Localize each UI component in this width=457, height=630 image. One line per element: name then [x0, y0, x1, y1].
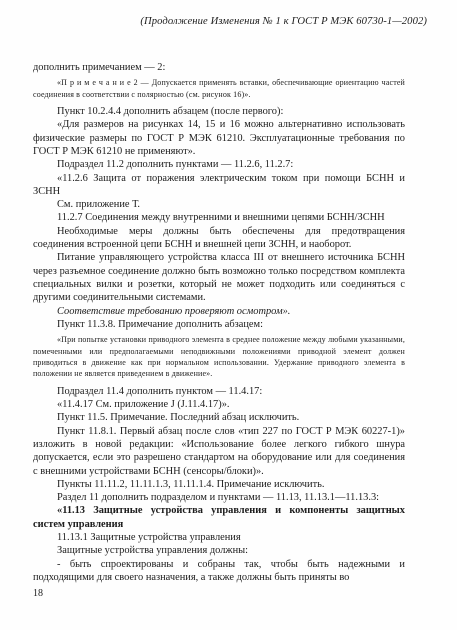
page-header: (Продолжение Изменения № 1 к ГОСТ Р МЭК 60730-1—2002) [140, 16, 427, 27]
paragraph: «Для размеров на рисунках 14, 15 и 16 можно альтернативно использовать физические размеры по ГОСТ Р МЭК 61210. Эксплуатационные требования по ГОСТ Р МЭК 61210 не применяют». [33, 119, 405, 157]
paragraph: Пункт 11.8.1. Первый абзац после слов «тип 227 по ГОСТ Р МЭК 60227-1)» изложить в новой редакции: «Использование более легкого гибкого шнура допускается, если это разрешено стандартом на оборудование или для соединения с внешними устройствами БСНН (сенсоры/блоки)». [33, 425, 405, 477]
paragraph: «11.2.6 Защита от поражения электрическим током при помощи БСНН и ЗСНН [33, 172, 405, 197]
paragraph: Пункт 11.5. Примечание. Последний абзац исключить. [57, 412, 300, 424]
document-body [33, 61, 405, 584]
paragraph: «11.4.17 См. приложение J (J.11.4.17)». [57, 399, 230, 411]
section-heading: «11.13 Защитные устройства управления и компоненты защитных систем управления [33, 505, 405, 530]
paragraph: Необходимые меры должны быть обеспечены для предотвращения соединения встроенной цепи БСНН и внешней цепи ЗСНН, и наоборот. [33, 225, 405, 251]
paragraph: См. приложение Т. [57, 199, 141, 211]
paragraph: Пункт 11.3.8. Примечание дополнить абзацем: [57, 318, 263, 330]
paragraph: Защитные устройства управления должны: [57, 545, 248, 557]
paragraph: Пункт 10.2.4.4 дополнить абзацем (после первого): [57, 106, 284, 118]
paragraph: 11.2.7 Соединения между внутренними и внешними цепями БСНН/ЗСНН [57, 212, 385, 224]
paragraph: Питание управляющего устройства класса III от внешнего источника БСНН через разъемное соединение должно быть возможно только посредством комплекта специальных вилки и розетки, который не может подходить или соединяться с другими соединительными системами. [33, 252, 405, 304]
paragraph: 11.13.1 Защитные устройства управления [57, 532, 241, 544]
paragraph: Подраздел 11.2 дополнить пунктами — 11.2.6, 11.2.7: [57, 159, 294, 171]
paragraph: Соответствие требованию проверяют осмотром». [57, 305, 291, 317]
paragraph: Пункты 11.11.2, 11.11.1.3, 11.11.1.4. Примечание исключить. [57, 478, 325, 490]
paragraph: - быть спроектированы и собраны так, чтобы быть надежными и подходящими для своего назначения, а также должны быть приняты во [33, 558, 405, 583]
note-paragraph: «При попытке установки приводного элемента в среднее положение между любыми указанными, помеченными или предполагаемыми неподвижными положениями приводной элемент должен приводиться в движение как при нормальном использовании. Удержание приводного элемента в положении не является приведением в движение». [33, 335, 405, 379]
paragraph: дополнить примечанием — 2: [33, 62, 166, 73]
page-number: 18 [33, 588, 43, 599]
note-paragraph: «П р и м е ч а н и е 2 — Допускается применять вставки, обеспечивающие ориентацию частей соединения в соответствии с полярностью (см. рисунок 16)». [33, 78, 405, 99]
paragraph: Подраздел 11.4 дополнить пунктом — 11.4.17: [57, 385, 263, 397]
paragraph: Раздел 11 дополнить подразделом и пунктами — 11.13, 11.13.1—11.13.3: [57, 492, 380, 504]
